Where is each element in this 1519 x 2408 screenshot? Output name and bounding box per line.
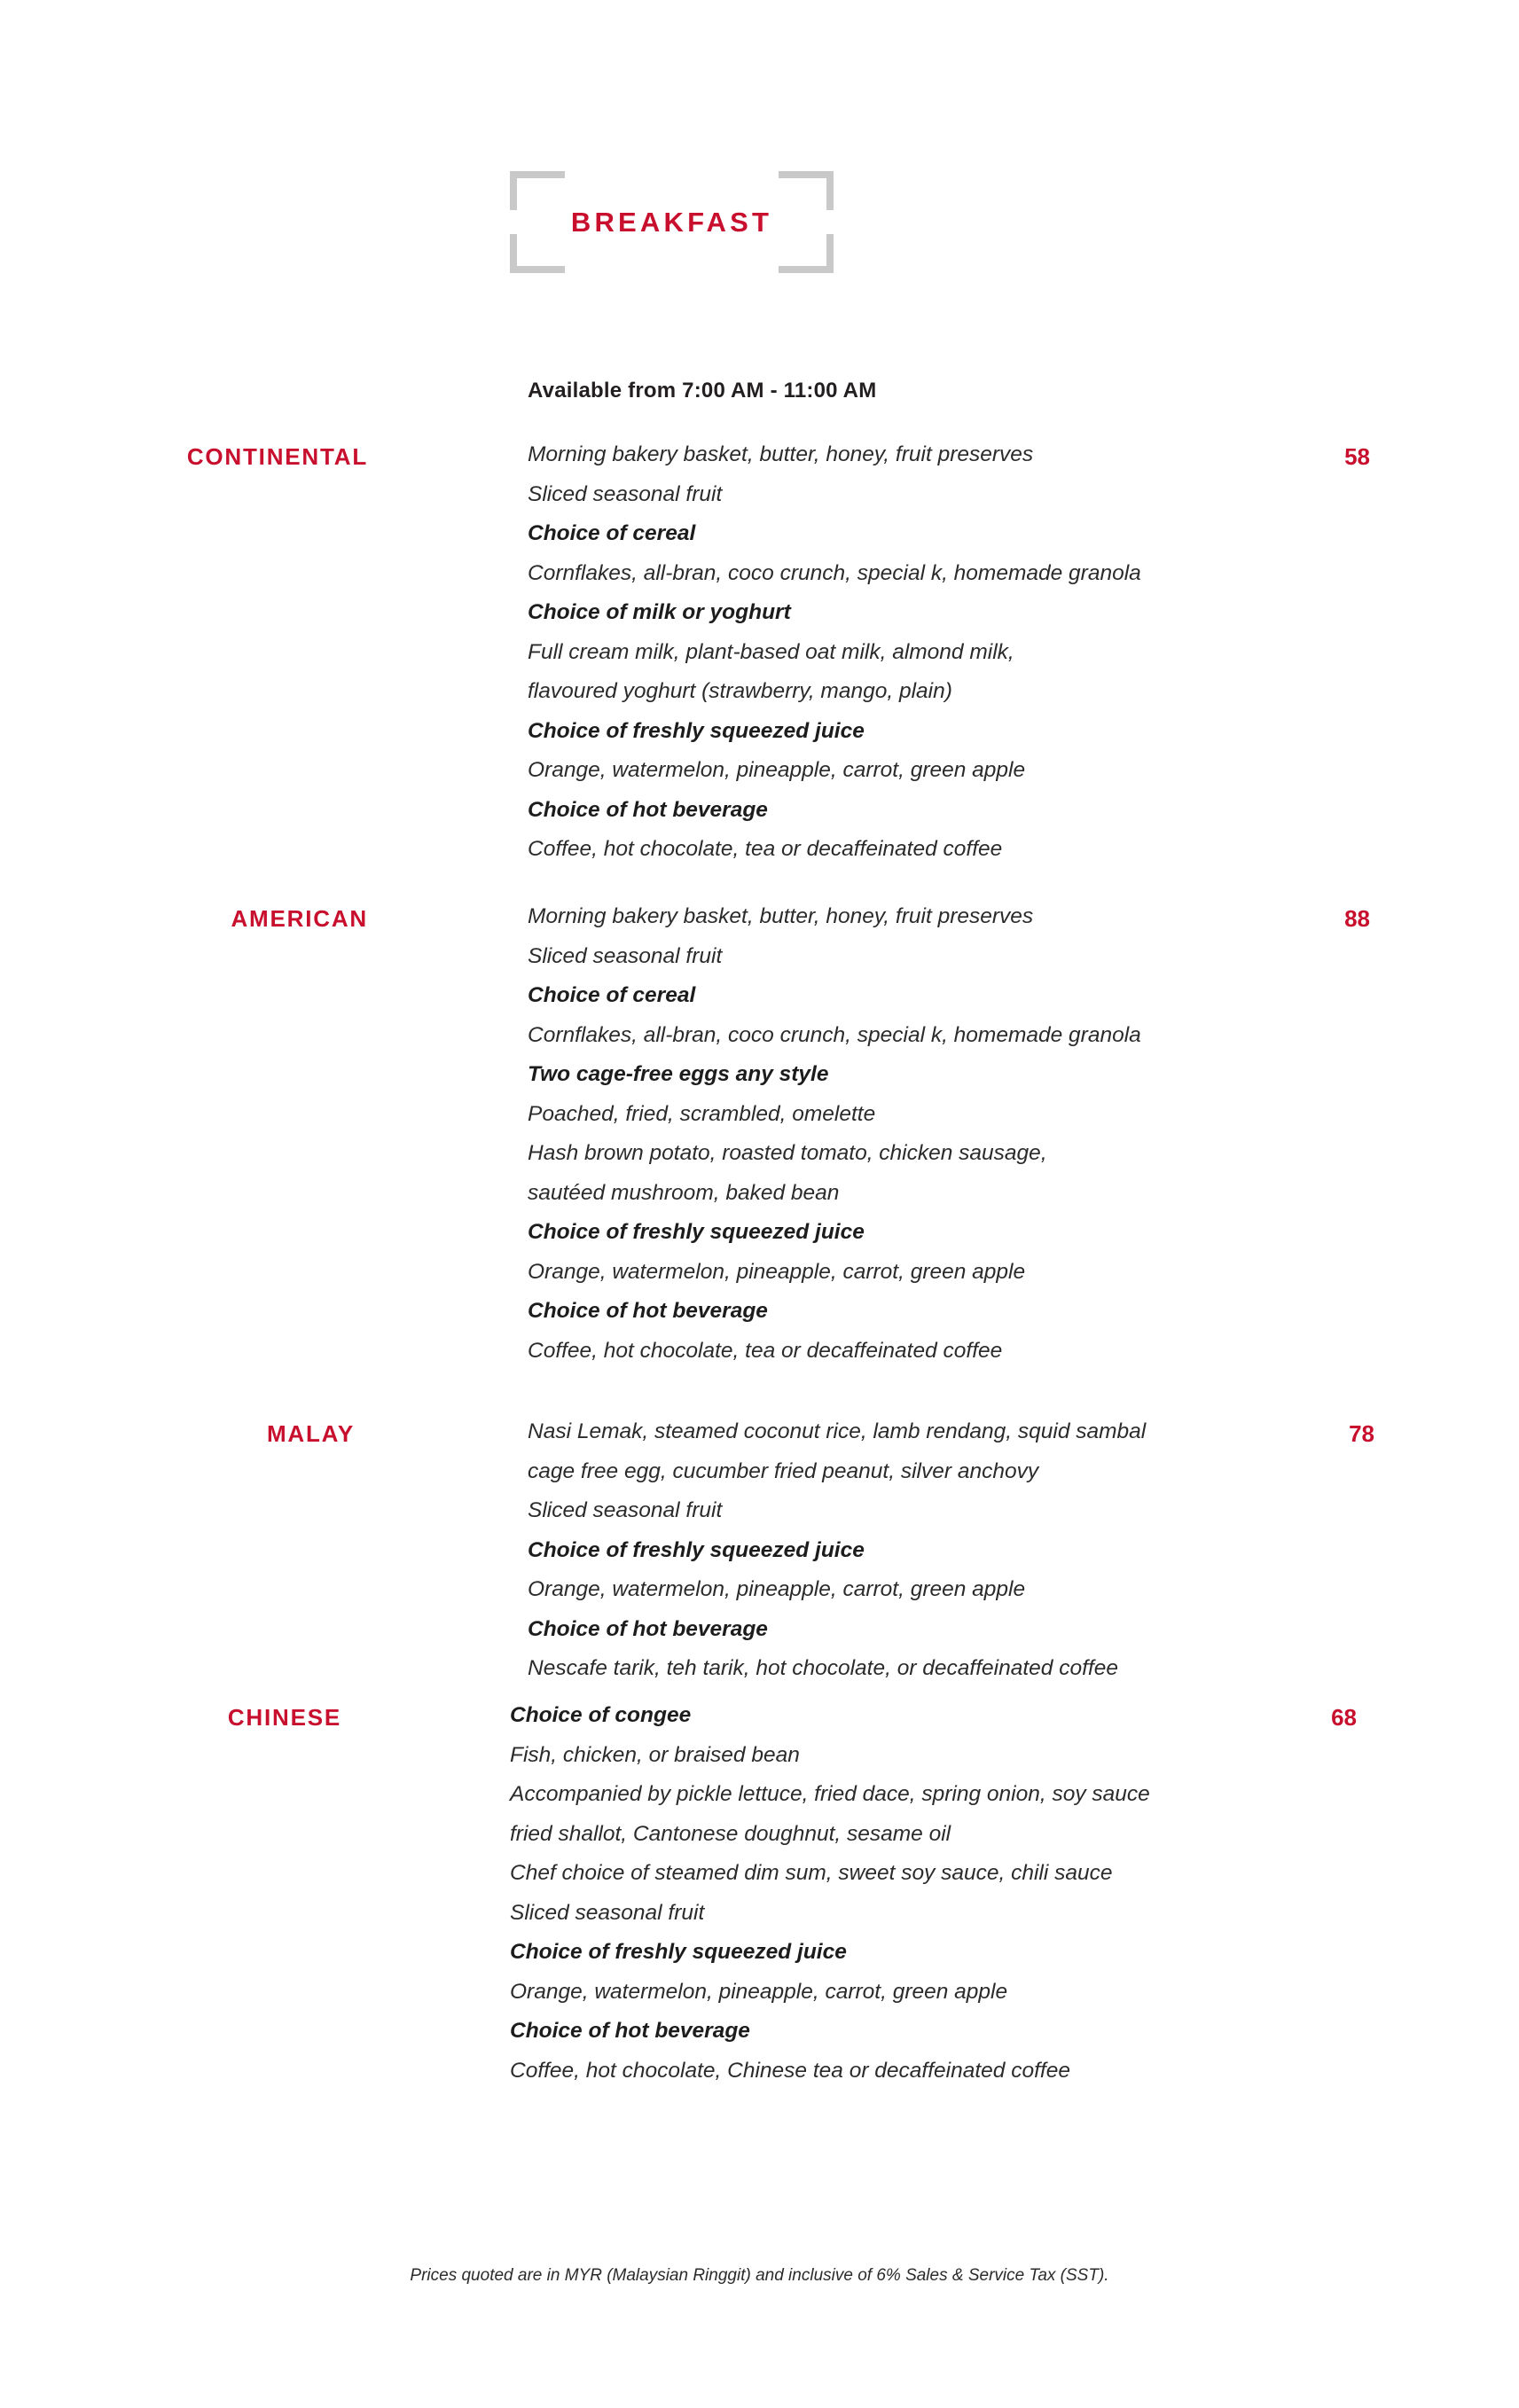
section-items xyxy=(528,435,1343,870)
footer-disclaimer: Prices quoted are in MYR (Malaysian Ringgit) and inclusive of 6% Sales & Service Tax (SST). xyxy=(410,2266,1109,2285)
item-choice-heading: Two cage-free eggs any style xyxy=(528,1062,829,1086)
section-price: 88 xyxy=(1344,905,1370,932)
section-items xyxy=(510,1696,1326,2091)
item-description: Morning bakery basket, butter, honey, fruit preserves xyxy=(528,904,1034,928)
item-description: Sliced seasonal fruit xyxy=(528,943,723,968)
item-description: Chef choice of steamed dim sum, sweet soy sauce, chili sauce xyxy=(510,1861,1113,1885)
item-choice-heading: Choice of freshly squeezed juice xyxy=(528,1537,865,1562)
section-price: 68 xyxy=(1331,1704,1357,1731)
section-price: 58 xyxy=(1344,443,1370,470)
item-choice-heading: Choice of hot beverage xyxy=(528,1299,768,1323)
item-choice-heading: Choice of cereal xyxy=(528,521,696,545)
page-title-block xyxy=(510,171,834,273)
section-category-label: CONTINENTAL xyxy=(186,443,368,470)
availability-text: Available from 7:00 AM - 11:00 AM xyxy=(528,379,877,403)
item-description: Orange, watermelon, pineapple, carrot, green apple xyxy=(528,1577,1026,1601)
item-description: Orange, watermelon, pineapple, carrot, green apple xyxy=(528,758,1026,782)
item-description: Nasi Lemak, steamed coconut rice, lamb rendang, squid sambal xyxy=(528,1419,1147,1443)
item-choice-heading: Choice of hot beverage xyxy=(528,797,768,822)
item-description: Accompanied by pickle lettuce, fried dace, spring onion, soy sauce xyxy=(510,1782,1150,1806)
item-description: Morning bakery basket, butter, honey, fruit preserves xyxy=(528,442,1034,466)
section-items xyxy=(528,897,1343,1371)
item-description: Fish, chicken, or braised bean xyxy=(510,1742,800,1767)
item-choice-heading: Choice of hot beverage xyxy=(510,2019,750,2043)
item-description: Sliced seasonal fruit xyxy=(528,481,723,506)
section-category-label: CHINESE xyxy=(227,1704,341,1731)
item-description: Cornflakes, all-bran, coco crunch, special k, homemade granola xyxy=(528,560,1141,585)
item-description: Poached, fried, scrambled, omelette xyxy=(528,1101,876,1126)
item-description: Orange, watermelon, pineapple, carrot, green apple xyxy=(528,1259,1026,1284)
section-category-label: MALAY xyxy=(266,1420,355,1447)
item-description: Cornflakes, all-bran, coco crunch, special k, homemade granola xyxy=(528,1022,1141,1047)
page-title: BREAKFAST xyxy=(570,206,773,238)
item-choice-heading: Choice of freshly squeezed juice xyxy=(528,718,865,743)
item-description: Nescafe tarik, teh tarik, hot chocolate, or decaffeinated coffee xyxy=(528,1656,1118,1680)
item-choice-heading: Choice of milk or yoghurt xyxy=(528,600,791,624)
item-description: Orange, watermelon, pineapple, carrot, green apple xyxy=(510,1979,1008,2004)
item-description: cage free egg, cucumber fried peanut, silver anchovy xyxy=(528,1458,1039,1483)
item-description: Coffee, hot chocolate, Chinese tea or decaffeinated coffee xyxy=(510,2058,1070,2083)
item-choice-heading: Choice of hot beverage xyxy=(528,1616,768,1641)
item-description: Coffee, hot chocolate, tea or decaffeinated coffee xyxy=(528,837,1003,861)
item-description: Coffee, hot chocolate, tea or decaffeinated coffee xyxy=(528,1338,1003,1363)
item-description: flavoured yoghurt (strawberry, mango, plain) xyxy=(528,679,952,703)
item-choice-heading: Choice of cereal xyxy=(528,983,696,1007)
item-description: Full cream milk, plant-based oat milk, almond milk, xyxy=(528,639,1014,664)
item-choice-heading: Choice of freshly squeezed juice xyxy=(510,1940,847,1964)
item-description: Sliced seasonal fruit xyxy=(528,1498,723,1522)
section-price: 78 xyxy=(1349,1420,1374,1447)
item-description: Sliced seasonal fruit xyxy=(510,1900,705,1925)
item-description: sautéed mushroom, baked bean xyxy=(528,1180,840,1205)
item-choice-heading: Choice of congee xyxy=(510,1703,692,1727)
section-items xyxy=(528,1412,1343,1689)
item-choice-heading: Choice of freshly squeezed juice xyxy=(528,1220,865,1244)
item-description: Hash brown potato, roasted tomato, chicken sausage, xyxy=(528,1141,1047,1165)
item-description: fried shallot, Cantonese doughnut, sesame oil xyxy=(510,1821,951,1846)
section-category-label: AMERICAN xyxy=(231,905,368,932)
